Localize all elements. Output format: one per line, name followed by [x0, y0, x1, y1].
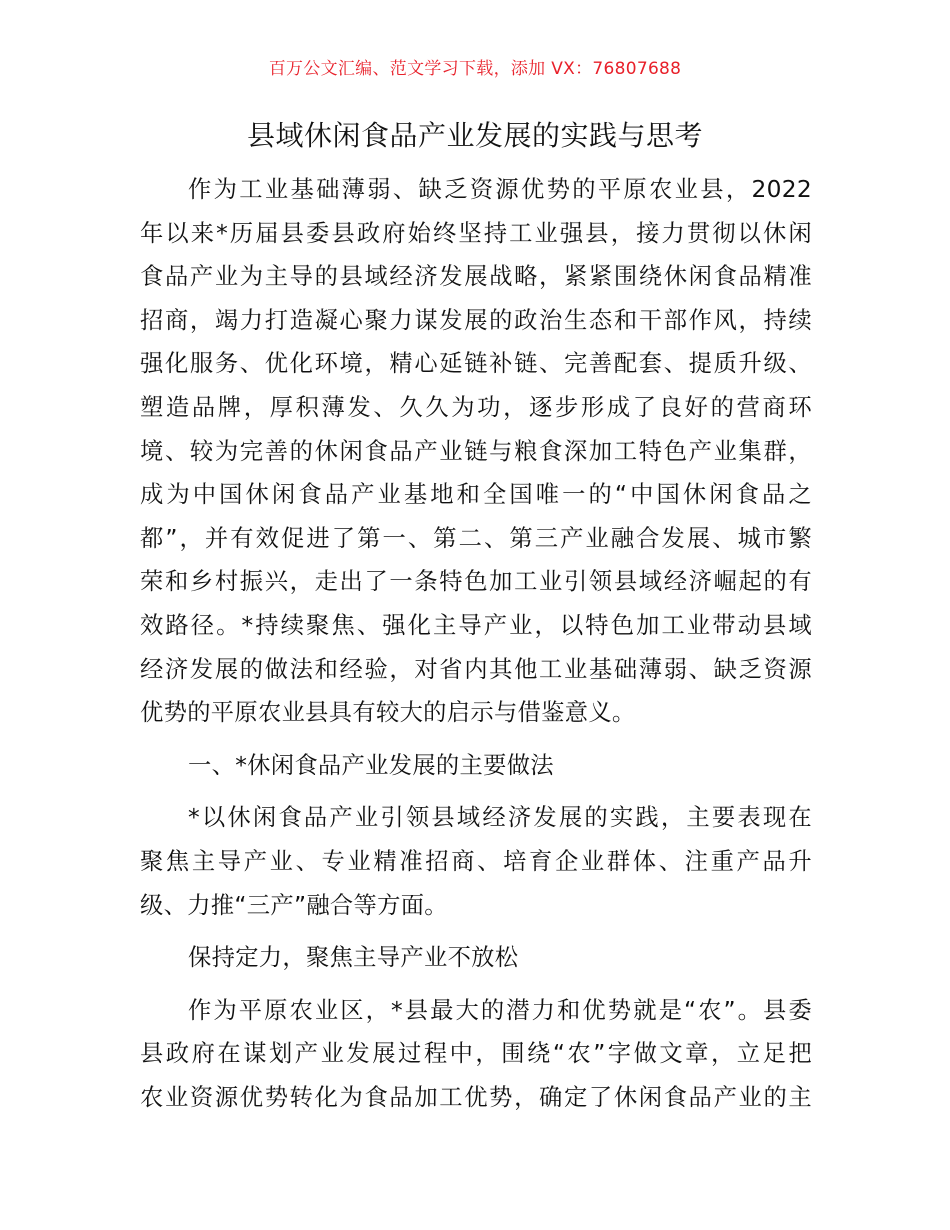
- section-heading: [140, 744, 812, 788]
- paragraph-overview: [140, 796, 812, 927]
- text-line: 年以来*历届县委县政府始终坚持工业强县，接力贯彻以休闲: [140, 219, 812, 247]
- document-title: 县域休闲食品产业发展的实践与思考: [246, 119, 703, 152]
- text-line: 优势的平原农业县具有较大的启示与借鉴意义。: [140, 699, 636, 727]
- text-line: 效路径。*持续聚焦、强化主导产业，以特色加工业带动县域: [140, 611, 812, 639]
- text-line: 荣和乡村振兴，走出了一条特色加工业引领县域经济崛起的有: [140, 568, 812, 596]
- text-line: 招商，竭力打造凝心聚力谋发展的政治生态和干部作风，持续: [140, 306, 812, 334]
- text-line: *以休闲食品产业引领县域经济发展的实践，主要表现在: [188, 804, 812, 832]
- text-line: 聚焦主导产业、专业精准招商、培育企业群体、注重产品升: [140, 847, 812, 875]
- text-line: 县政府在谋划产业发展过程中，围绕“农”字做文章，立足把: [140, 1040, 812, 1068]
- paragraph-intro: [140, 168, 812, 735]
- text-line: 经济发展的做法和经验，对省内其他工业基础薄弱、缺乏资源: [140, 655, 812, 683]
- text-line: 成为中国休闲食品产业基地和全国唯一的“中国休闲食品之: [140, 481, 812, 509]
- subsection-heading: [140, 936, 812, 980]
- text-line: 作为工业基础薄弱、缺乏资源优势的平原农业县，2022: [188, 176, 812, 203]
- document-body: [140, 168, 812, 1119]
- text-line: 作为平原农业区，*县最大的潜力和优势就是“农”。县委: [188, 996, 812, 1024]
- heading-line: 一、*休闲食品产业发展的主要做法: [188, 751, 554, 779]
- text-line: 都”，并有效促进了第一、第二、第三产业融合发展、城市繁: [140, 524, 812, 552]
- text-line: 农业资源优势转化为食品加工优势，确定了休闲食品产业的主: [140, 1083, 812, 1111]
- heading-line: 保持定力，聚焦主导产业不放松: [188, 944, 519, 972]
- paragraph-agriculture: [140, 989, 812, 1120]
- text-line: 境、较为完善的休闲食品产业链与粮食深加工特色产业集群，: [140, 437, 812, 465]
- watermark-banner: 百万公文汇编、范文学习下载，添加 VX：76807688: [268, 59, 682, 79]
- text-line: 食品产业为主导的县域经济发展战略，紧紧围绕休闲食品精准: [140, 263, 812, 291]
- text-line: 塑造品牌，厚积薄发、久久为功，逐步形成了良好的营商环: [140, 393, 812, 421]
- text-line: 强化服务、优化环境，精心延链补链、完善配套、提质升级、: [140, 350, 812, 378]
- text-line: 级、力推“三产”融合等方面。: [140, 891, 448, 919]
